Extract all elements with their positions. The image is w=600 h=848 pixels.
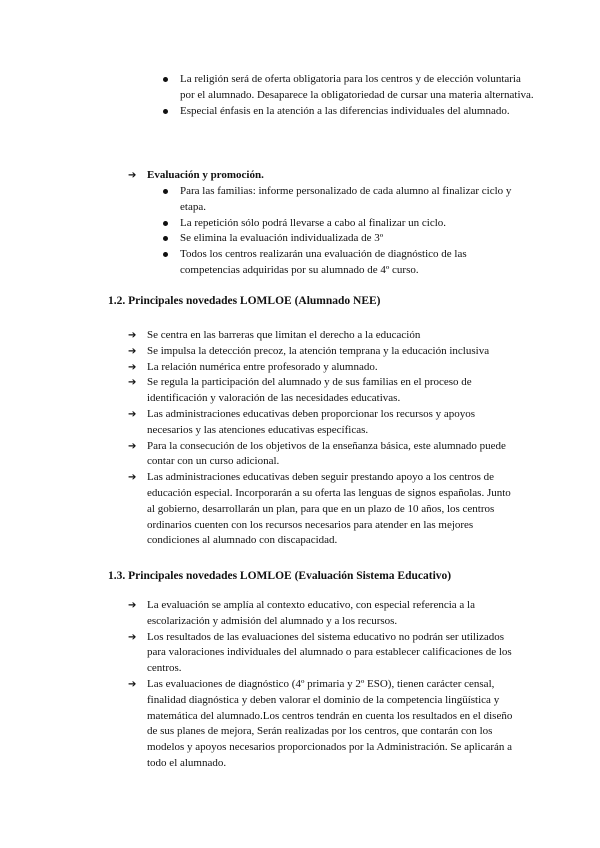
eval-list bbox=[128, 598, 520, 772]
list-item: ➔ Las administraciones educativas deben seguir prestando apoyo a los centros de educación especial. Incorporarán a su oferta las lenguas de signos españolas. Junto al gobierno, desarrollarán un plan, para que en un plazo de 10 años, los centros ordinarios cuenten con los recursos necesarios para atender en las mejores condiciones al alumnado con discapacidad. bbox=[128, 471, 511, 547]
arrow-icon: ➔ bbox=[128, 600, 137, 611]
arrow-icon: ➔ bbox=[128, 377, 137, 389]
arrow-icon: ➔ bbox=[128, 408, 137, 420]
list-item: ➔ La relación numérica entre profesorado y alumnado. bbox=[128, 360, 520, 376]
list-item: Se elimina la evaluación individualizada de 3º bbox=[163, 231, 523, 247]
arrow-icon: ➔ bbox=[128, 678, 137, 690]
list-item: ➔ Los resultados de las evaluaciones del sistema educativo no podrán ser utilizados para valoraciones individuales del alumnado o para establecer calificaciones de los centros. bbox=[128, 630, 512, 675]
bullet-dot-icon bbox=[163, 221, 168, 226]
list-item: La religión será de oferta obligatoria para los centros y de elección voluntaria por el alumnado. Desaparece la obligatoriedad de cursar una materia alternativa. bbox=[163, 72, 538, 104]
list-item: Todos los centros realizarán una evaluación de diagnóstico de las competencias adquiridas por su alumnado de 4º curso. bbox=[163, 247, 523, 279]
list-item: ➔ Las evaluaciones de diagnóstico (4º primaria y 2º ESO), tienen carácter censal, finalidad diagnóstica y deben valorar el dominio de la competencia lingüística y matemática del alumnado.Los centros tendrán en cuenta los resultados en el diseño de sus planes de mejora, Serán realizadas por los centros, que contarán con los modelos y apoyos necesarios proporcionados por la Administración. Se aplicarán a todo el alumnado. bbox=[128, 677, 513, 769]
bullet-dot-icon bbox=[163, 252, 168, 257]
nee-list bbox=[128, 328, 520, 549]
list-item: ➔ Se impulsa la detección precoz, la atención temprana y la educación inclusiva bbox=[128, 344, 520, 360]
bullet-dot-icon bbox=[163, 189, 168, 194]
arrow-icon: ➔ bbox=[128, 472, 137, 484]
list-item: ➔ La evaluación se amplía al contexto educativo, con especial referencia a la escolarización y admisión del alumnado y a los recursos. bbox=[128, 599, 475, 627]
list-item: Para las familias: informe personalizado de cada alumno al finalizar ciclo y etapa. bbox=[163, 184, 523, 216]
arrow-icon: ➔ bbox=[128, 330, 137, 341]
religion-list bbox=[163, 72, 538, 119]
evaluacion-list bbox=[163, 184, 523, 279]
section-nee-title: 1.2. Principales novedades LOMLOE (Alumnado NEE) bbox=[108, 295, 381, 307]
arrow-icon: ➔ bbox=[128, 170, 137, 181]
arrow-icon: ➔ bbox=[128, 631, 137, 643]
list-item: ➔ Las administraciones educativas deben proporcionar los recursos y apoyos necesarios y las atenciones educativas específicas. bbox=[128, 407, 476, 436]
list-item: La repetición sólo podrá llevarse a cabo al finalizar un ciclo. bbox=[163, 216, 523, 232]
arrow-icon: ➔ bbox=[128, 440, 137, 452]
bullet-dot-icon bbox=[163, 109, 168, 114]
bullet-dot-icon bbox=[163, 236, 168, 241]
arrow-icon: ➔ bbox=[128, 345, 137, 357]
arrow-icon: ➔ bbox=[128, 361, 137, 373]
section-eval-title: 1.3. Principales novedades LOMLOE (Evaluación Sistema Educativo) bbox=[108, 570, 452, 582]
evaluacion-heading: ➔ Evaluación y promoción. bbox=[128, 168, 264, 184]
list-item: ➔ Para la consecución de los objetivos de la enseñanza básica, este alumnado puede contar con un curso adicional. bbox=[128, 439, 506, 468]
bullet-dot-icon bbox=[163, 77, 168, 82]
list-item: Especial énfasis en la atención a las diferencias individuales del alumnado. bbox=[163, 104, 538, 120]
list-item: ➔ Se regula la participación del alumnado y de sus familias en el proceso de identificación y valoración de las necesidades educativas. bbox=[128, 376, 472, 405]
list-item: ➔ Se centra en las barreras que limitan el derecho a la educación bbox=[128, 328, 520, 344]
